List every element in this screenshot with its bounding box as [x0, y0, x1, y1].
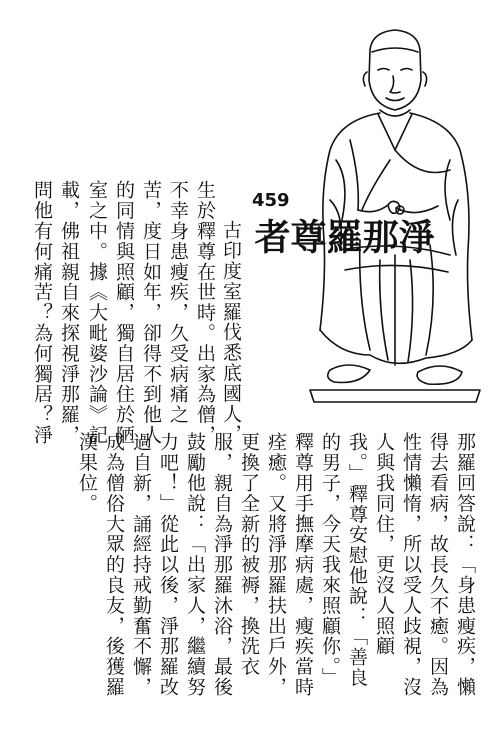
text-column: 性情懶惰，所以受人歧視，沒: [400, 432, 422, 698]
text-column: 成為僧俗大眾的良友，後獲羅: [103, 432, 125, 698]
text-column: 更換了全新的被褥，換洗衣: [238, 432, 260, 677]
text-column: 不幸身患瘦疾，久受病痛之: [167, 180, 189, 425]
text-column: 鼓勵他說：「出家人，繼續努: [184, 432, 206, 698]
entry-number: 459: [252, 190, 290, 211]
text-column: 漢果位。: [76, 432, 98, 514]
text-column: 釋尊用手撫摩病處，瘦疾當時: [292, 432, 314, 698]
text-column: 痊癒。又將淨那羅扶出戶外，: [265, 432, 287, 698]
text-column: 力吧！」從此以後，淨那羅改: [157, 432, 179, 698]
text-column: 載，佛祖親自來探視淨那羅，: [58, 180, 80, 446]
text-column: 我。」釋尊安慰他說：「善良: [346, 432, 368, 688]
entry-title: 淨那羅尊者: [249, 218, 435, 258]
text-column: 古印度室羅伐悉底國人，: [220, 220, 242, 445]
text-column: 的同情與照顧，獨自居住於陋: [113, 180, 135, 446]
text-column: 問他有何痛苦？為何獨居？淨: [31, 180, 53, 446]
text-column: 過自新，誦經持戒勤奮不懈，: [130, 432, 152, 698]
text-column: 苦，度日如年，卻得不到他人: [140, 180, 162, 446]
text-column: 得去看病，故長久不癒。因為: [427, 432, 449, 698]
text-column: 的男子，今天我來照顧你。」: [319, 432, 341, 688]
text-column: 服，親自為淨那羅沐浴，最後: [211, 432, 233, 698]
text-column: 室之中。據《大毗婆沙論》記: [86, 180, 108, 446]
text-column: 人與我同住，更沒人照顧: [373, 432, 395, 657]
text-column: 那羅回答說：「身患瘦疾，懶: [454, 432, 476, 698]
text-column: 生於釋尊在世時。出家為僧，: [194, 180, 216, 446]
